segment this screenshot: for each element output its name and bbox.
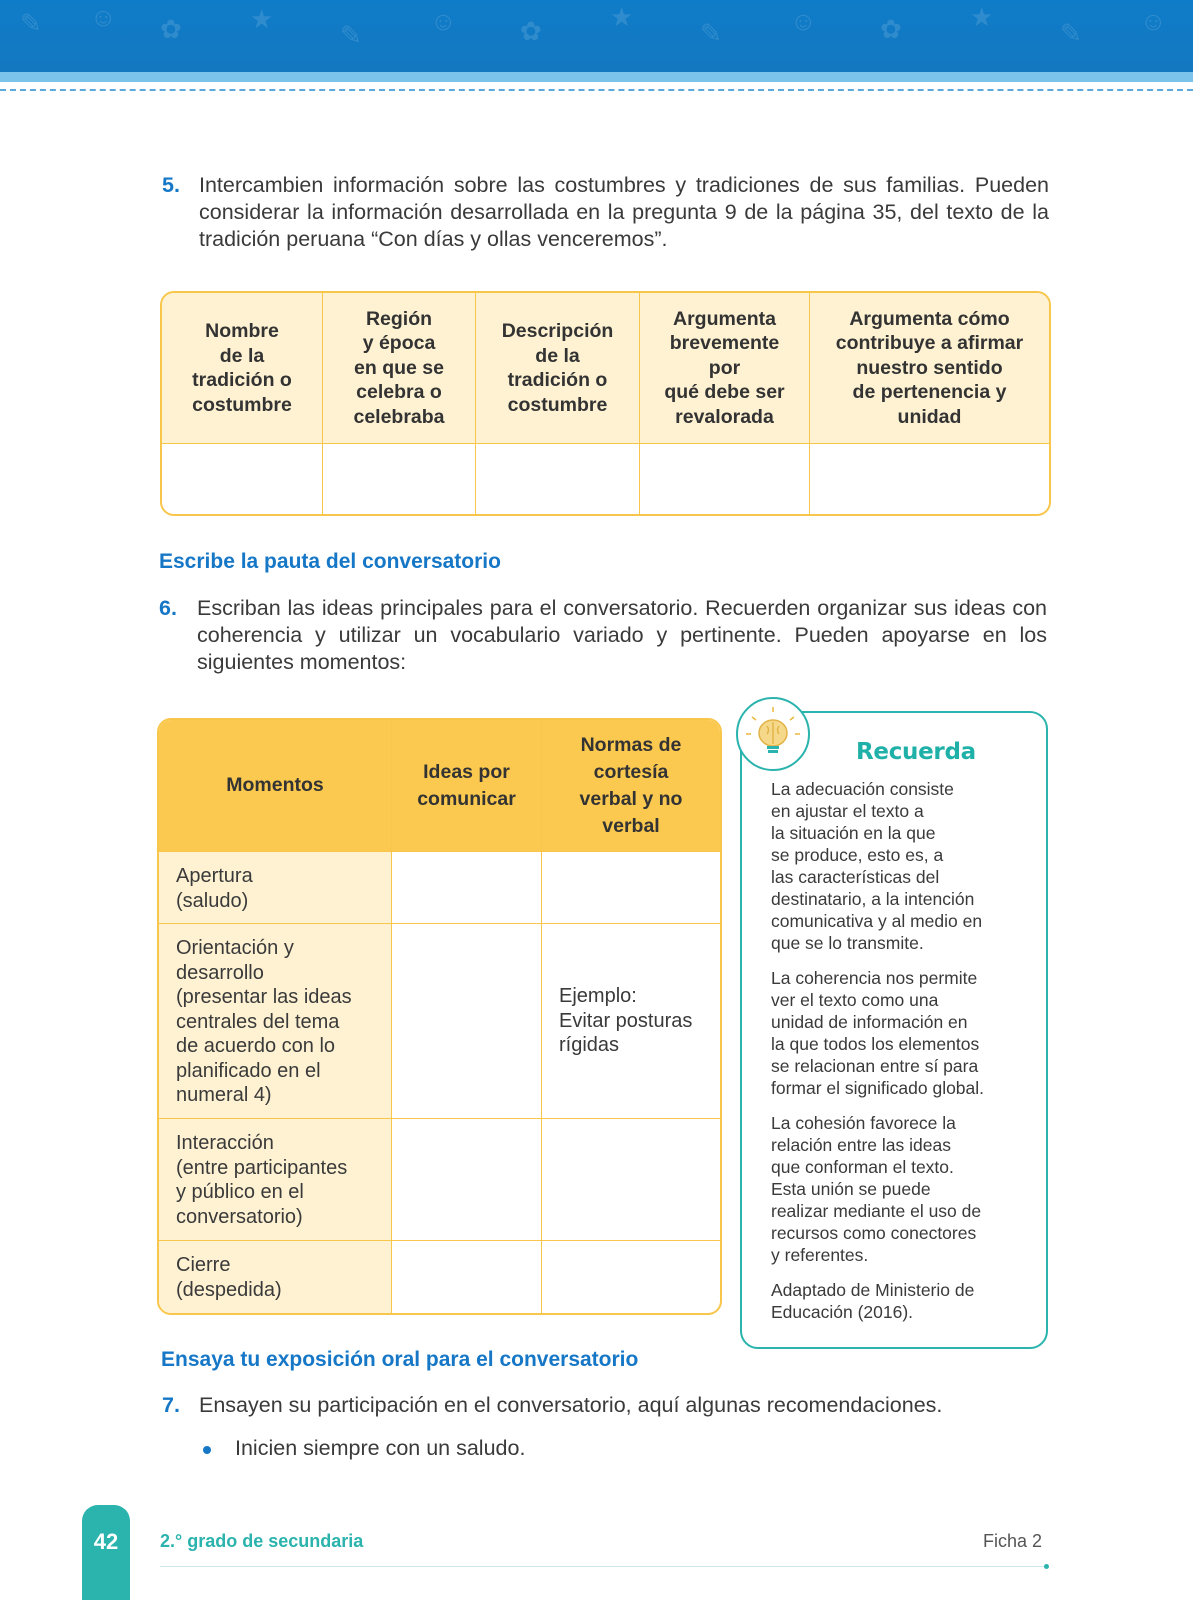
table-input-cell[interactable] (476, 444, 640, 516)
question-6 (159, 595, 1047, 676)
doodle-icon: ☺ (90, 2, 117, 32)
doodle-icon: ☺ (1140, 6, 1167, 36)
table-header-cell: Argumenta cómo contribuye a afirmar nuestro sentido de pertenencia y unidad (835, 307, 1024, 428)
doodle-icon: ✎ (1060, 18, 1082, 48)
recuerda-paragraph: La adecuación consiste en ajustar el texto a la situación en la que se produce, esto es, a las características del destinatario, a la intención comunicativa y al medio en que se lo transmite. (771, 779, 983, 953)
moments-table (157, 718, 722, 1315)
doodle-icon: ★ (970, 2, 994, 32)
footer-dot-icon (1044, 1564, 1049, 1569)
footer-ficha: Ficha 2 (983, 1531, 1043, 1551)
table-header-cell: Argumenta brevemente por qué debe ser revalorada (640, 293, 810, 443)
recuerda-paragraph: La cohesión favorece la relación entre las ideas que conforman el texto. Esta unión se puede realizar mediante el uso de recursos como conectores y referentes. (771, 1113, 982, 1265)
ideas-cell[interactable] (392, 924, 542, 1118)
moment-label: Apertura (saludo) (159, 852, 392, 923)
table-header-row (159, 720, 720, 852)
moment-label: Cierre (despedida) (159, 1241, 392, 1313)
ideas-cell[interactable] (392, 1119, 542, 1240)
table-header-cell: Momentos (159, 720, 392, 851)
table-input-cell[interactable] (810, 444, 1049, 516)
doodle-icon: ★ (250, 4, 274, 34)
normas-cell[interactable] (542, 852, 720, 923)
table-header-cell: Normas de cortesía verbal y no verbal (579, 733, 683, 837)
normas-cell[interactable] (542, 1241, 720, 1313)
table-row (159, 852, 720, 924)
doodle-icon: ★ (610, 2, 634, 32)
doodle-icon: ✎ (20, 8, 42, 38)
header-band (0, 0, 1193, 72)
recuerda-title: Recuerda (856, 739, 976, 765)
recuerda-paragraph: La coherencia nos permite ver el texto como una unidad de información en la que todos los elementos se relacionan entre sí para formar el significado global. (771, 968, 985, 1098)
doodle-icon: ☺ (790, 6, 817, 36)
normas-cell[interactable]: Ejemplo: Evitar posturas rígidas (559, 985, 693, 1057)
page-number: 42 (82, 1505, 130, 1600)
moment-label: Interacción (entre participantes y público en el conversatorio) (159, 1119, 392, 1240)
table-header-cell: Descripción de la tradición o costumbre (476, 293, 640, 443)
dashed-divider (0, 89, 1193, 91)
table-input-cell[interactable] (162, 444, 323, 516)
table-input-cell[interactable] (640, 444, 810, 516)
table-row (162, 444, 1049, 516)
question-number: 7. (162, 1393, 180, 1417)
table-row (159, 924, 720, 1119)
moment-label: Orientación y desarrollo (presentar las ideas centrales del tema de acuerdo con lo planificado en el numeral 4) (159, 924, 392, 1118)
table-input-cell[interactable] (323, 444, 476, 516)
section-heading-pauta: Escribe la pauta del conversatorio (159, 550, 501, 573)
header-stripe (0, 72, 1193, 82)
doodle-icon: ✿ (520, 16, 542, 46)
doodle-icon: ✎ (700, 18, 722, 48)
table-header-cell: Nombre de la tradición o costumbre (162, 293, 323, 443)
table-row (159, 1119, 720, 1241)
recuerda-source: Adaptado de Ministerio de Educación (2016). (771, 1280, 975, 1322)
question-5 (162, 172, 1049, 253)
table-header-cell: Ideas por comunicar (392, 720, 542, 851)
doodle-icon: ✎ (340, 20, 362, 50)
question-text: Escriban las ideas principales para el conversatorio. Recuerden organizar sus ideas con coherencia y utilizar un vocabulario variado y pertinente. Pueden apoyarse en los siguientes momentos: (197, 596, 1047, 674)
section-heading-ensaya: Ensaya tu exposición oral para el conversatorio (161, 1348, 639, 1371)
tradition-table (160, 291, 1051, 516)
question-text: Intercambien información sobre las costumbres y tradiciones de sus familias. Pueden considerar la información desarrollada en la pregunta 9 de la página 35, del texto de la tradición peruana “Con días y ollas venceremos”. (199, 173, 1049, 251)
table-header-row (162, 293, 1049, 444)
footer-grade: 2.° grado de secundaria (160, 1531, 364, 1551)
table-row (159, 1241, 720, 1313)
doodle-icon: ✿ (880, 14, 902, 44)
table-header-cell: Región y época en que se celebra o celebraba (323, 293, 476, 443)
doodle-icon: ✿ (160, 14, 182, 44)
ideas-cell[interactable] (392, 852, 542, 923)
normas-cell[interactable] (542, 1119, 720, 1240)
question-7 (162, 1392, 1052, 1419)
doodle-icon: ☺ (430, 6, 457, 36)
question-number: 6. (159, 596, 177, 620)
lightbulb-brain-icon (736, 697, 810, 771)
question-text: Ensayen su participación en el conversatorio, aquí algunas recomendaciones. (199, 1393, 943, 1417)
ideas-cell[interactable] (392, 1241, 542, 1313)
question-number: 5. (162, 173, 180, 197)
bullet-item: Inicien siempre con un saludo. (235, 1436, 526, 1460)
footer-divider (160, 1566, 1048, 1567)
bullet-icon (203, 1446, 211, 1454)
